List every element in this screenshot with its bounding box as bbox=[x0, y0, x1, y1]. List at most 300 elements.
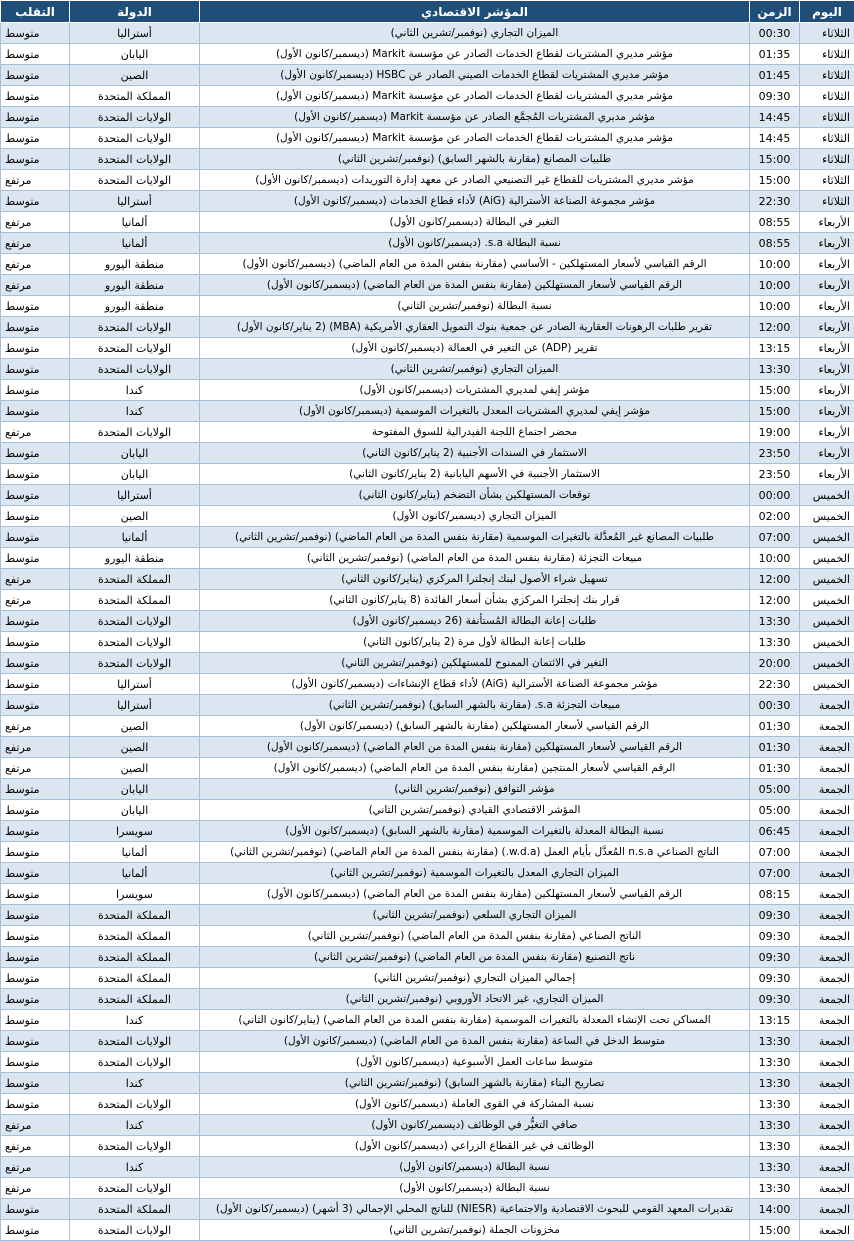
indicator-cell: تصاريح البناء (مقارنة بالشهر السابق) (نوفمبر/تشرين الثاني) bbox=[200, 1073, 750, 1094]
indicator-cell: مؤشر مجموعة الصناعة الأسترالية (AiG) لأداء قطاع الإنشاءات (ديسمبر/كانون الأول) bbox=[200, 674, 750, 695]
day-cell: الجمعة bbox=[800, 989, 854, 1010]
time-cell: 01:30 bbox=[750, 758, 800, 779]
indicator-cell: الرقم القياسي لأسعار المستهلكين - الأساسي (مقارنة بنفس المدة من العام الماضي) (ديسمبر/كانون الأول) bbox=[200, 254, 750, 275]
table-row[interactable] bbox=[1, 464, 854, 485]
volatility-cell: متوسط bbox=[1, 674, 70, 695]
day-cell: الأربعاء bbox=[800, 233, 854, 254]
table-row[interactable] bbox=[1, 1178, 854, 1199]
table-row[interactable] bbox=[1, 653, 854, 674]
indicator-cell: نسبة البطالة (ديسمبر/كانون الأول) bbox=[200, 1178, 750, 1199]
table-row[interactable] bbox=[1, 758, 854, 779]
table-row[interactable] bbox=[1, 674, 854, 695]
day-cell: الجمعة bbox=[800, 863, 854, 884]
country-cell: كندا bbox=[70, 1115, 200, 1136]
country-cell: الولايات المتحدة bbox=[70, 632, 200, 653]
country-cell: الصين bbox=[70, 716, 200, 737]
indicator-cell: الناتج الصناعي (مقارنة بنفس المدة من العام الماضي) (نوفمبر/تشرين الثاني) bbox=[200, 926, 750, 947]
country-cell: الصين bbox=[70, 737, 200, 758]
time-cell: 13:30 bbox=[750, 611, 800, 632]
time-cell: 05:00 bbox=[750, 800, 800, 821]
day-cell: الجمعة bbox=[800, 1073, 854, 1094]
day-cell: الجمعة bbox=[800, 779, 854, 800]
country-cell: الولايات المتحدة bbox=[70, 359, 200, 380]
day-cell: الخميس bbox=[800, 590, 854, 611]
volatility-cell: متوسط bbox=[1, 86, 70, 107]
table-row[interactable] bbox=[1, 401, 854, 422]
day-cell: الثلاثاء bbox=[800, 149, 854, 170]
table-row[interactable] bbox=[1, 1052, 854, 1073]
time-cell: 13:30 bbox=[750, 1073, 800, 1094]
indicator-cell: مخزونات الجملة (نوفمبر/تشرين الثاني) bbox=[200, 1220, 750, 1241]
volatility-cell: مرتفع bbox=[1, 569, 70, 590]
day-cell: الأربعاء bbox=[800, 464, 854, 485]
table-row[interactable] bbox=[1, 275, 854, 296]
indicator-cell: مؤشر إيفي لمديري المشتريات (ديسمبر/كانون الأول) bbox=[200, 380, 750, 401]
volatility-cell: متوسط bbox=[1, 884, 70, 905]
country-cell: أستراليا bbox=[70, 695, 200, 716]
time-cell: 00:30 bbox=[750, 695, 800, 716]
time-cell: 15:00 bbox=[750, 149, 800, 170]
indicator-cell: ناتج التصنيع (مقارنة بنفس المدة من العام الماضي) (نوفمبر/تشرين الثاني) bbox=[200, 947, 750, 968]
indicator-cell: متوسط الدخل في الساعة (مقارنة بنفس المدة من العام الماضي) (ديسمبر/كانون الأول) bbox=[200, 1031, 750, 1052]
time-cell: 09:30 bbox=[750, 947, 800, 968]
table-row[interactable] bbox=[1, 422, 854, 443]
table-row[interactable] bbox=[1, 317, 854, 338]
country-cell: منطقة اليورو bbox=[70, 254, 200, 275]
time-cell: 13:30 bbox=[750, 1052, 800, 1073]
table-row[interactable] bbox=[1, 632, 854, 653]
day-cell: الجمعة bbox=[800, 1094, 854, 1115]
table-body bbox=[1, 23, 854, 1241]
time-cell: 15:00 bbox=[750, 401, 800, 422]
time-cell: 15:00 bbox=[750, 170, 800, 191]
indicator-cell: تقديرات المعهد القومي للبحوث الاقتصادية والاجتماعية (NIESR) للناتج المحلي الإجمالي (3 أشهر) (ديسمبر/كانون الأول) bbox=[200, 1199, 750, 1220]
time-cell: 13:15 bbox=[750, 1010, 800, 1031]
country-cell: المملكة المتحدة bbox=[70, 968, 200, 989]
volatility-cell: مرتفع bbox=[1, 590, 70, 611]
volatility-cell: متوسط bbox=[1, 107, 70, 128]
table-row[interactable] bbox=[1, 338, 854, 359]
indicator-cell: الرقم القياسي لأسعار المستهلكين (مقارنة بنفس المدة من العام الماضي) (ديسمبر/كانون الأول) bbox=[200, 275, 750, 296]
table-row[interactable] bbox=[1, 170, 854, 191]
time-cell: 13:30 bbox=[750, 1094, 800, 1115]
country-cell: اليابان bbox=[70, 779, 200, 800]
table-row[interactable] bbox=[1, 926, 854, 947]
day-cell: الجمعة bbox=[800, 800, 854, 821]
header-volatility[interactable]: التقلب bbox=[1, 1, 70, 23]
volatility-cell: متوسط bbox=[1, 191, 70, 212]
volatility-cell: متوسط bbox=[1, 989, 70, 1010]
day-cell: الثلاثاء bbox=[800, 65, 854, 86]
country-cell: المملكة المتحدة bbox=[70, 569, 200, 590]
country-cell: الولايات المتحدة bbox=[70, 1178, 200, 1199]
day-cell: الأربعاء bbox=[800, 422, 854, 443]
indicator-cell: الرقم القياسي لأسعار المستهلكين (مقارنة بنفس المدة من العام الماضي) (ديسمبر/كانون الأول) bbox=[200, 737, 750, 758]
day-cell: الخميس bbox=[800, 548, 854, 569]
volatility-cell: متوسط bbox=[1, 65, 70, 86]
table-row[interactable] bbox=[1, 149, 854, 170]
day-cell: الجمعة bbox=[800, 1136, 854, 1157]
country-cell: أستراليا bbox=[70, 23, 200, 44]
indicator-cell: المساكن تحت الإنشاء المعدلة بالتغيرات الموسمية (مقارنة بنفس المدة من العام الماضي) (يناير/كانون الثاني) bbox=[200, 1010, 750, 1031]
table-row[interactable] bbox=[1, 569, 854, 590]
volatility-cell: مرتفع bbox=[1, 254, 70, 275]
table-row[interactable] bbox=[1, 359, 854, 380]
country-cell: المملكة المتحدة bbox=[70, 590, 200, 611]
volatility-cell: متوسط bbox=[1, 317, 70, 338]
indicator-cell: الميزان التجاري السلعي (نوفمبر/تشرين الثاني) bbox=[200, 905, 750, 926]
day-cell: الأربعاء bbox=[800, 380, 854, 401]
country-cell: ألمانيا bbox=[70, 863, 200, 884]
indicator-cell: الاستثمار في السندات الأجنبية (2 يناير/كانون الثاني) bbox=[200, 443, 750, 464]
volatility-cell: مرتفع bbox=[1, 716, 70, 737]
time-cell: 07:00 bbox=[750, 863, 800, 884]
indicator-cell: الميزان التجاري المعدل بالتغيرات الموسمية (نوفمبر/تشرين الثاني) bbox=[200, 863, 750, 884]
time-cell: 07:00 bbox=[750, 842, 800, 863]
table-row[interactable] bbox=[1, 380, 854, 401]
table-row[interactable] bbox=[1, 800, 854, 821]
indicator-cell: قرار بنك إنجلترا المركزي بشأن أسعار الفائدة (8 يناير/كانون الثاني) bbox=[200, 590, 750, 611]
volatility-cell: متوسط bbox=[1, 695, 70, 716]
indicator-cell: نسبة البطالة (نوفمبر/تشرين الثاني) bbox=[200, 296, 750, 317]
volatility-cell: متوسط bbox=[1, 1094, 70, 1115]
day-cell: الثلاثاء bbox=[800, 23, 854, 44]
indicator-cell: الاستثمار الأجنبية في الأسهم اليابانية (2 يناير/كانون الثاني) bbox=[200, 464, 750, 485]
indicator-cell: تقرير (ADP) عن التغير في العمالة (ديسمبر/كانون الأول) bbox=[200, 338, 750, 359]
time-cell: 13:15 bbox=[750, 338, 800, 359]
indicator-cell: التغير في البطالة (ديسمبر/كانون الأول) bbox=[200, 212, 750, 233]
table-row[interactable] bbox=[1, 716, 854, 737]
volatility-cell: متوسط bbox=[1, 1073, 70, 1094]
volatility-cell: متوسط bbox=[1, 968, 70, 989]
time-cell: 10:00 bbox=[750, 548, 800, 569]
day-cell: الثلاثاء bbox=[800, 170, 854, 191]
volatility-cell: متوسط bbox=[1, 1199, 70, 1220]
indicator-cell: التغير في الائتمان الممنوح للمستهلكين (نوفمبر/تشرين الثاني) bbox=[200, 653, 750, 674]
table-row[interactable] bbox=[1, 506, 854, 527]
time-cell: 01:35 bbox=[750, 44, 800, 65]
table-row[interactable] bbox=[1, 212, 854, 233]
day-cell: الخميس bbox=[800, 611, 854, 632]
volatility-cell: مرتفع bbox=[1, 1157, 70, 1178]
table-row[interactable] bbox=[1, 1010, 854, 1031]
volatility-cell: متوسط bbox=[1, 149, 70, 170]
country-cell: سويسرا bbox=[70, 821, 200, 842]
indicator-cell: مؤشر مديري المشتريات لقطاع الخدمات الصادر عن مؤسسة Markit (ديسمبر/كانون الأول) bbox=[200, 128, 750, 149]
time-cell: 02:00 bbox=[750, 506, 800, 527]
time-cell: 15:00 bbox=[750, 380, 800, 401]
time-cell: 08:55 bbox=[750, 212, 800, 233]
table-row[interactable] bbox=[1, 23, 854, 44]
indicator-cell: نسبة المشاركة في القوى العاملة (ديسمبر/كانون الأول) bbox=[200, 1094, 750, 1115]
time-cell: 22:30 bbox=[750, 191, 800, 212]
country-cell: المملكة المتحدة bbox=[70, 905, 200, 926]
table-row[interactable] bbox=[1, 65, 854, 86]
country-cell: الولايات المتحدة bbox=[70, 338, 200, 359]
header-indicator[interactable]: المؤشر الاقتصادي bbox=[200, 1, 750, 23]
volatility-cell: مرتفع bbox=[1, 170, 70, 191]
indicator-cell: طلبات إعانة البطالة المُستأنفة (26 ديسمبر/كانون الأول) bbox=[200, 611, 750, 632]
country-cell: منطقة اليورو bbox=[70, 548, 200, 569]
table-row[interactable] bbox=[1, 1031, 854, 1052]
volatility-cell: متوسط bbox=[1, 800, 70, 821]
header-day[interactable]: اليوم bbox=[800, 1, 854, 23]
time-cell: 19:00 bbox=[750, 422, 800, 443]
volatility-cell: متوسط bbox=[1, 1220, 70, 1241]
table-row[interactable] bbox=[1, 1136, 854, 1157]
time-cell: 13:30 bbox=[750, 359, 800, 380]
volatility-cell: متوسط bbox=[1, 548, 70, 569]
day-cell: الجمعة bbox=[800, 968, 854, 989]
indicator-cell: محضر اجتماع اللجنة الفيدرالية للسوق المفتوحة bbox=[200, 422, 750, 443]
time-cell: 05:00 bbox=[750, 779, 800, 800]
volatility-cell: متوسط bbox=[1, 527, 70, 548]
indicator-cell: متوسط ساعات العمل الأسبوعية (ديسمبر/كانون الأول) bbox=[200, 1052, 750, 1073]
table-row[interactable] bbox=[1, 1220, 854, 1241]
table-row[interactable] bbox=[1, 842, 854, 863]
country-cell: الولايات المتحدة bbox=[70, 170, 200, 191]
table-row[interactable] bbox=[1, 821, 854, 842]
indicator-cell: إجمالي الميزان التجاري (نوفمبر/تشرين الثاني) bbox=[200, 968, 750, 989]
country-cell: اليابان bbox=[70, 800, 200, 821]
table-row[interactable] bbox=[1, 485, 854, 506]
indicator-cell: صافي التغيُّر في الوظائف (ديسمبر/كانون الأول) bbox=[200, 1115, 750, 1136]
country-cell: كندا bbox=[70, 1010, 200, 1031]
day-cell: الجمعة bbox=[800, 716, 854, 737]
indicator-cell: الميزان التجاري (نوفمبر/تشرين الثاني) bbox=[200, 23, 750, 44]
day-cell: الخميس bbox=[800, 569, 854, 590]
table-row[interactable] bbox=[1, 86, 854, 107]
volatility-cell: مرتفع bbox=[1, 212, 70, 233]
time-cell: 13:30 bbox=[750, 1178, 800, 1199]
table-row[interactable] bbox=[1, 779, 854, 800]
country-cell: الصين bbox=[70, 506, 200, 527]
time-cell: 15:00 bbox=[750, 1220, 800, 1241]
day-cell: الجمعة bbox=[800, 842, 854, 863]
table-row[interactable] bbox=[1, 947, 854, 968]
time-cell: 09:30 bbox=[750, 905, 800, 926]
day-cell: الأربعاء bbox=[800, 401, 854, 422]
table-row[interactable] bbox=[1, 296, 854, 317]
day-cell: الخميس bbox=[800, 653, 854, 674]
table-row[interactable] bbox=[1, 611, 854, 632]
time-cell: 12:00 bbox=[750, 569, 800, 590]
day-cell: الجمعة bbox=[800, 737, 854, 758]
table-row[interactable] bbox=[1, 128, 854, 149]
country-cell: كندا bbox=[70, 1157, 200, 1178]
country-cell: كندا bbox=[70, 1073, 200, 1094]
indicator-cell: طلبات إعانة البطالة لأول مرة (2 يناير/كانون الثاني) bbox=[200, 632, 750, 653]
day-cell: الجمعة bbox=[800, 1115, 854, 1136]
volatility-cell: متوسط bbox=[1, 1052, 70, 1073]
country-cell: اليابان bbox=[70, 464, 200, 485]
time-cell: 01:30 bbox=[750, 737, 800, 758]
table-row[interactable] bbox=[1, 695, 854, 716]
indicator-cell: مبيعات التجزئة s.a. (مقارنة بالشهر السابق) (نوفمبر/تشرين الثاني) bbox=[200, 695, 750, 716]
country-cell: اليابان bbox=[70, 44, 200, 65]
volatility-cell: متوسط bbox=[1, 464, 70, 485]
table-row[interactable] bbox=[1, 1157, 854, 1178]
volatility-cell: متوسط bbox=[1, 443, 70, 464]
time-cell: 09:30 bbox=[750, 968, 800, 989]
country-cell: المملكة المتحدة bbox=[70, 947, 200, 968]
country-cell: سويسرا bbox=[70, 884, 200, 905]
indicator-cell: مبيعات التجزئة (مقارنة بنفس المدة من العام الماضي) (نوفمبر/تشرين الثاني) bbox=[200, 548, 750, 569]
table-row[interactable] bbox=[1, 1073, 854, 1094]
country-cell: الولايات المتحدة bbox=[70, 1031, 200, 1052]
header-row bbox=[1, 1, 854, 23]
country-cell: منطقة اليورو bbox=[70, 296, 200, 317]
indicator-cell: نسبة البطالة s.a. (ديسمبر/كانون الأول) bbox=[200, 233, 750, 254]
day-cell: الثلاثاء bbox=[800, 191, 854, 212]
volatility-cell: متوسط bbox=[1, 506, 70, 527]
country-cell: ألمانيا bbox=[70, 212, 200, 233]
time-cell: 14:45 bbox=[750, 128, 800, 149]
day-cell: الأربعاء bbox=[800, 275, 854, 296]
volatility-cell: متوسط bbox=[1, 632, 70, 653]
country-cell: الولايات المتحدة bbox=[70, 1136, 200, 1157]
time-cell: 13:30 bbox=[750, 1157, 800, 1178]
table-row[interactable] bbox=[1, 863, 854, 884]
day-cell: الجمعة bbox=[800, 905, 854, 926]
indicator-cell: مؤشر التوافق (نوفمبر/تشرين الثاني) bbox=[200, 779, 750, 800]
volatility-cell: متوسط bbox=[1, 1031, 70, 1052]
indicator-cell: مؤشر مديري المشتريات لقطاع الخدمات الصادر عن مؤسسة Markit (ديسمبر/كانون الأول) bbox=[200, 44, 750, 65]
day-cell: الخميس bbox=[800, 527, 854, 548]
indicator-cell: الناتج الصناعي n.s.a المُعدَّل بأيام العمل (w.d.a.) (مقارنة بنفس المدة من العام الماضي) (نوفمبر/تشرين الثاني) bbox=[200, 842, 750, 863]
table-row[interactable] bbox=[1, 1199, 854, 1220]
day-cell: الخميس bbox=[800, 632, 854, 653]
table-row[interactable] bbox=[1, 254, 854, 275]
table-row[interactable] bbox=[1, 1115, 854, 1136]
time-cell: 06:45 bbox=[750, 821, 800, 842]
volatility-cell: متوسط bbox=[1, 44, 70, 65]
volatility-cell: متوسط bbox=[1, 779, 70, 800]
indicator-cell: الرقم القياسي لأسعار المستهلكين (مقارنة بنفس المدة من العام الماضي) (ديسمبر/كانون الأول) bbox=[200, 884, 750, 905]
time-cell: 00:30 bbox=[750, 23, 800, 44]
volatility-cell: متوسط bbox=[1, 401, 70, 422]
volatility-cell: متوسط bbox=[1, 485, 70, 506]
time-cell: 01:30 bbox=[750, 716, 800, 737]
volatility-cell: متوسط bbox=[1, 23, 70, 44]
country-cell: المملكة المتحدة bbox=[70, 1199, 200, 1220]
volatility-cell: مرتفع bbox=[1, 233, 70, 254]
table-row[interactable] bbox=[1, 233, 854, 254]
volatility-cell: متوسط bbox=[1, 380, 70, 401]
time-cell: 12:00 bbox=[750, 317, 800, 338]
indicator-cell: مؤشر مديري المشتريات المُجمَّع الصادر عن مؤسسة Markit (ديسمبر/كانون الأول) bbox=[200, 107, 750, 128]
indicator-cell: مؤشر إيفي لمديري المشتريات المعدل بالتغيرات الموسمية (ديسمبر/كانون الأول) bbox=[200, 401, 750, 422]
day-cell: الأربعاء bbox=[800, 443, 854, 464]
country-cell: المملكة المتحدة bbox=[70, 926, 200, 947]
country-cell: الصين bbox=[70, 758, 200, 779]
volatility-cell: متوسط bbox=[1, 863, 70, 884]
day-cell: الجمعة bbox=[800, 1220, 854, 1241]
day-cell: الأربعاء bbox=[800, 296, 854, 317]
table-row[interactable] bbox=[1, 737, 854, 758]
time-cell: 10:00 bbox=[750, 275, 800, 296]
day-cell: الجمعة bbox=[800, 695, 854, 716]
country-cell: ألمانيا bbox=[70, 233, 200, 254]
table-row[interactable] bbox=[1, 107, 854, 128]
time-cell: 14:45 bbox=[750, 107, 800, 128]
day-cell: الجمعة bbox=[800, 821, 854, 842]
day-cell: الجمعة bbox=[800, 1157, 854, 1178]
table-row[interactable] bbox=[1, 884, 854, 905]
country-cell: الصين bbox=[70, 65, 200, 86]
day-cell: الجمعة bbox=[800, 947, 854, 968]
indicator-cell: تقرير طلبات الرهونات العقارية الصادر عن جمعية بنوك التمويل العقاري الأمريكية (MBA) (2 يناير/كانون الأول) bbox=[200, 317, 750, 338]
indicator-cell: المؤشر الاقتصادي القيادي (نوفمبر/تشرين الثاني) bbox=[200, 800, 750, 821]
time-cell: 10:00 bbox=[750, 296, 800, 317]
country-cell: أستراليا bbox=[70, 191, 200, 212]
table-row[interactable] bbox=[1, 548, 854, 569]
time-cell: 23:50 bbox=[750, 443, 800, 464]
volatility-cell: متوسط bbox=[1, 359, 70, 380]
volatility-cell: متوسط bbox=[1, 926, 70, 947]
table-row[interactable] bbox=[1, 191, 854, 212]
table-row[interactable] bbox=[1, 443, 854, 464]
table-row[interactable] bbox=[1, 1094, 854, 1115]
country-cell: الولايات المتحدة bbox=[70, 422, 200, 443]
country-cell: اليابان bbox=[70, 443, 200, 464]
header-country[interactable]: الدولة bbox=[70, 1, 200, 23]
time-cell: 13:30 bbox=[750, 1136, 800, 1157]
country-cell: ألمانيا bbox=[70, 527, 200, 548]
table-row[interactable] bbox=[1, 989, 854, 1010]
volatility-cell: مرتفع bbox=[1, 1115, 70, 1136]
country-cell: أستراليا bbox=[70, 674, 200, 695]
day-cell: الخميس bbox=[800, 674, 854, 695]
volatility-cell: مرتفع bbox=[1, 275, 70, 296]
indicator-cell: تسهيل شراء الأصول لبنك إنجلترا المركزي (يناير/كانون الثاني) bbox=[200, 569, 750, 590]
volatility-cell: متوسط bbox=[1, 338, 70, 359]
country-cell: ألمانيا bbox=[70, 842, 200, 863]
volatility-cell: متوسط bbox=[1, 1010, 70, 1031]
volatility-cell: مرتفع bbox=[1, 1136, 70, 1157]
volatility-cell: مرتفع bbox=[1, 422, 70, 443]
time-cell: 20:00 bbox=[750, 653, 800, 674]
day-cell: الجمعة bbox=[800, 884, 854, 905]
country-cell: أستراليا bbox=[70, 485, 200, 506]
day-cell: الجمعة bbox=[800, 1199, 854, 1220]
country-cell: كندا bbox=[70, 380, 200, 401]
header-time[interactable]: الزمن bbox=[750, 1, 800, 23]
day-cell: الأربعاء bbox=[800, 212, 854, 233]
indicator-cell: الميزان التجاري (نوفمبر/تشرين الثاني) bbox=[200, 359, 750, 380]
table-row[interactable] bbox=[1, 44, 854, 65]
day-cell: الجمعة bbox=[800, 1010, 854, 1031]
day-cell: الجمعة bbox=[800, 1031, 854, 1052]
day-cell: الثلاثاء bbox=[800, 107, 854, 128]
volatility-cell: مرتفع bbox=[1, 1178, 70, 1199]
country-cell: الولايات المتحدة bbox=[70, 1052, 200, 1073]
country-cell: الولايات المتحدة bbox=[70, 653, 200, 674]
day-cell: الجمعة bbox=[800, 1178, 854, 1199]
table-row[interactable] bbox=[1, 527, 854, 548]
indicator-cell: طلبيات المصانع (مقارنة بالشهر السابق) (نوفمبر/تشرين الثاني) bbox=[200, 149, 750, 170]
time-cell: 00:00 bbox=[750, 485, 800, 506]
day-cell: الأربعاء bbox=[800, 317, 854, 338]
indicator-cell: الرقم القياسي لأسعار المستهلكين (مقارنة بالشهر السابق) (ديسمبر/كانون الأول) bbox=[200, 716, 750, 737]
table-row[interactable] bbox=[1, 590, 854, 611]
time-cell: 13:30 bbox=[750, 632, 800, 653]
table-row[interactable] bbox=[1, 905, 854, 926]
day-cell: الثلاثاء bbox=[800, 86, 854, 107]
country-cell: المملكة المتحدة bbox=[70, 86, 200, 107]
day-cell: الجمعة bbox=[800, 926, 854, 947]
table-row[interactable] bbox=[1, 968, 854, 989]
